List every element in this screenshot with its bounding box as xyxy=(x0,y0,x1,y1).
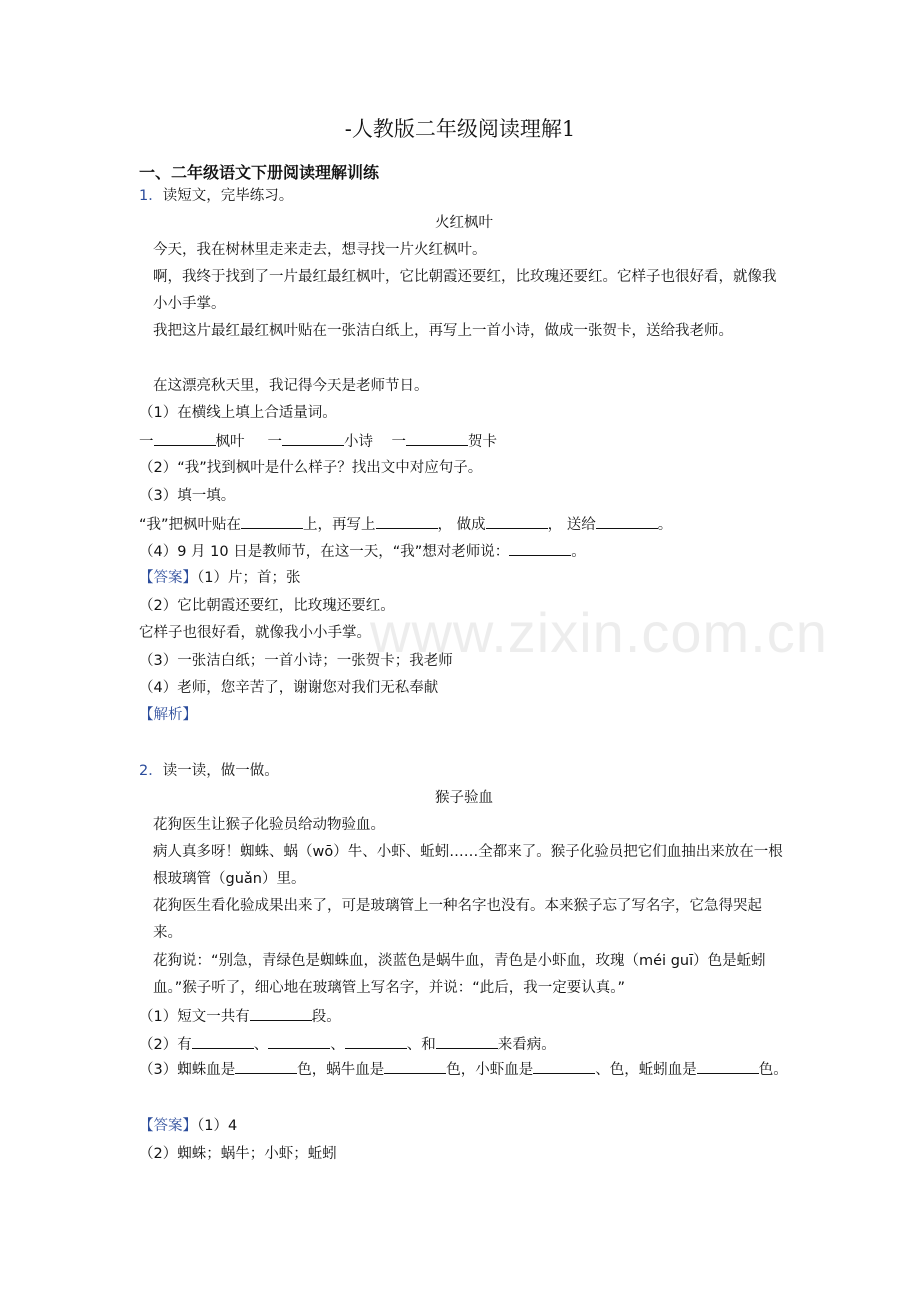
fill-text: （1）短文一共有 xyxy=(139,1009,250,1025)
answer-blank[interactable] xyxy=(406,431,468,446)
fill-text: 枫叶 xyxy=(215,434,245,450)
fill-text: 。 xyxy=(571,544,586,560)
answer-tag: 【答案】 xyxy=(139,570,197,586)
answer-blank[interactable] xyxy=(596,514,658,529)
answer-blank[interactable] xyxy=(533,1059,595,1074)
answer-blank[interactable] xyxy=(384,1059,446,1074)
q1-answer-4: （4）老师，您辛苦了，谢谢您对我们无私奉献 xyxy=(139,680,439,696)
fill-text: 、和 xyxy=(406,1037,436,1053)
q1-sub-question-4 xyxy=(139,541,789,562)
q1-answer-2: （2）它比朝霞还要红，比玫瑰还要红。 xyxy=(139,598,395,614)
answer-blank[interactable] xyxy=(282,431,344,446)
q1-number: 1． xyxy=(139,188,163,204)
answer-blank[interactable] xyxy=(436,1034,498,1049)
fill-text: 色，小虾血是 xyxy=(446,1062,534,1078)
q1-sub-question-2: （2）“我”找到枫叶是什么样子？找出文中对应句子。 xyxy=(139,460,483,476)
q1-paragraph-4: 在这漂亮秋天里，我记得今天是老师节日。 xyxy=(153,378,429,394)
answer-blank[interactable] xyxy=(376,514,438,529)
fill-text: （2）有 xyxy=(139,1037,192,1053)
fill-text: 来看病。 xyxy=(497,1037,556,1053)
fill-text: 一 xyxy=(391,434,406,450)
fill-text: 、 xyxy=(253,1037,269,1053)
answer-blank[interactable] xyxy=(250,1006,312,1021)
q1-sub-question-1: （1）在横线上填上合适量词。 xyxy=(139,405,337,421)
answer-blank[interactable] xyxy=(697,1059,759,1074)
q2-answer-line xyxy=(139,1116,789,1136)
fill-text: 、 xyxy=(330,1037,345,1053)
q2-prompt-line xyxy=(139,761,789,781)
q1-answer-3: （3）一张洁白纸；一首小诗；一张贺卡；我老师 xyxy=(139,653,453,669)
q1-answer-line xyxy=(139,568,789,588)
q1-fill-measure-words xyxy=(139,431,789,452)
fill-text: ， 送给 xyxy=(547,517,596,533)
q2-story-title: 猴子验血 xyxy=(435,790,493,806)
answer-blank[interactable] xyxy=(486,514,548,529)
watermark: www.zixin.com.cn xyxy=(370,601,828,664)
answer-blank[interactable] xyxy=(268,1034,330,1049)
q2-paragraph-1: 花狗医生让猴子化验员给动物验血。 xyxy=(153,817,385,833)
fill-text: ， 做成 xyxy=(437,517,486,533)
answer-text: （1）片；首；张 xyxy=(197,570,301,586)
q2-prompt: 读一读，做一做。 xyxy=(162,763,279,779)
section-heading: 一、二年级语文下册阅读理解训练 xyxy=(139,163,380,182)
q1-fill-sentence xyxy=(139,514,789,535)
q1-story-title: 火红枫叶 xyxy=(435,215,493,231)
fill-text: 一 xyxy=(267,434,283,450)
answer-blank[interactable] xyxy=(235,1059,297,1074)
q1-prompt-line xyxy=(139,186,789,206)
q2-sub-question-2 xyxy=(139,1034,789,1055)
q2-sub-question-3 xyxy=(139,1057,789,1084)
analysis-tag: 【解析】 xyxy=(139,707,197,723)
fill-text: （4）9 月 10 日是教师节，在这一天，“我”想对老师说： xyxy=(139,544,510,560)
answer-blank[interactable] xyxy=(154,431,216,446)
q2-sub-question-1 xyxy=(139,1006,789,1027)
answer-text: （1）4 xyxy=(197,1118,238,1134)
q2-paragraph-2: 病人真多呀！蜘蛛、蜗（wō）牛、小虾、蚯蚓……全都来了。猴子化验员把它们血抽出来放在一根根玻璃管（guǎn）里。 xyxy=(153,844,783,887)
q1-sub-question-3: （3）填一填。 xyxy=(139,488,236,504)
fill-text: 贺卡 xyxy=(467,434,497,450)
fill-text: （3）蜘蛛血是 xyxy=(139,1062,236,1078)
q2-number: 2． xyxy=(139,763,163,779)
answer-tag: 【答案】 xyxy=(139,1118,197,1134)
q1-paragraph-3: 我把这片最红最红枫叶贴在一张洁白纸上，再写上一首小诗，做成一张贺卡，送给我老师。 xyxy=(153,323,733,339)
fill-text: “我”把枫叶贴在 xyxy=(139,517,242,533)
fill-text: 色，蜗牛血是 xyxy=(297,1062,385,1078)
fill-text: 、色，蚯蚓血是 xyxy=(595,1062,697,1078)
fill-text: 色。 xyxy=(758,1062,788,1078)
fill-text: 小诗 xyxy=(344,434,374,450)
q2-answer-2: （2）蜘蛛；蜗牛；小虾；蚯蚓 xyxy=(139,1146,337,1162)
q2-paragraph-3: 花狗医生看化验成果出来了，可是玻璃管上一种名字也没有。本来猴子忘了写名字，它急得哭起来。 xyxy=(153,898,762,941)
answer-blank[interactable] xyxy=(192,1034,254,1049)
fill-text: 。 xyxy=(657,517,673,533)
q1-answer-2b: 它样子也很好看，就像我小小手掌。 xyxy=(139,625,371,641)
q2-paragraph-4: 花狗说：“别急，青绿色是蜘蛛血，淡蓝色是蜗牛血，青色是小虾血，玫瑰（méi guī）色是蚯蚓血。”猴子听了，细心地在玻璃管上写名字，并说：“此后，我一定要认真。” xyxy=(153,953,766,996)
fill-text: 上，再写上 xyxy=(303,517,376,533)
fill-text: 一 xyxy=(139,434,154,450)
q1-prompt: 读短文，完毕练习。 xyxy=(162,188,294,204)
document-title: -人教版二年级阅读理解1 xyxy=(344,117,576,141)
answer-blank[interactable] xyxy=(241,514,303,529)
fill-text: 段。 xyxy=(311,1009,341,1025)
q1-paragraph-1: 今天，我在树林里走来走去，想寻找一片火红枫叶。 xyxy=(153,242,487,258)
answer-blank[interactable] xyxy=(509,541,571,556)
q1-paragraph-2: 啊，我终于找到了一片最红最红枫叶，它比朝霞还要红，比玫瑰还要红。它样子也很好看，就像我小小手掌。 xyxy=(153,269,777,312)
answer-blank[interactable] xyxy=(345,1034,407,1049)
